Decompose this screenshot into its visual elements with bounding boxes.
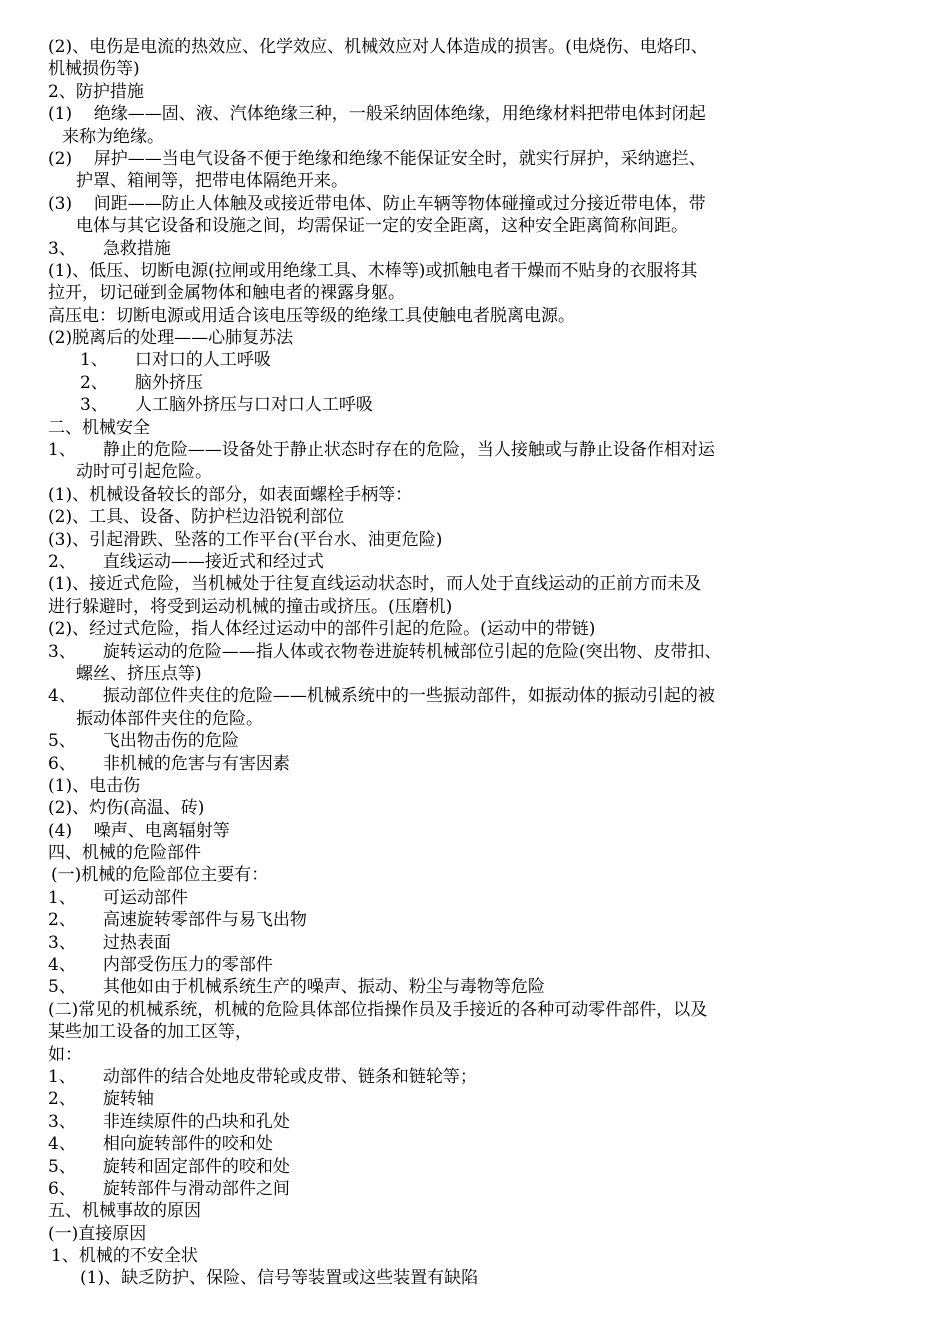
- text-line: 2、防护措施: [48, 81, 144, 102]
- text-line: 1、 口对口的人工呼吸: [80, 350, 271, 371]
- text-line: (2)、灼伤(高温、砖): [48, 798, 205, 819]
- text-line: 5、 旋转和固定部件的咬和处: [48, 1156, 290, 1177]
- text-line: 6、 旋转部件与滑动部件之间: [48, 1178, 290, 1199]
- text-line: 来称为绝缘。: [62, 126, 164, 147]
- text-line: 2、 高速旋转零部件与易飞出物: [48, 910, 307, 931]
- text-line: (2)脱离后的处理——心肺复苏法: [48, 328, 294, 349]
- text-line: 四、机械的危险部件: [48, 843, 201, 864]
- text-line: (4) 噪声、电离辐射等: [48, 820, 230, 841]
- text-line: 2、 脑外挤压: [80, 372, 203, 393]
- text-line: 1、 动部件的结合处地皮带轮或皮带、链条和链轮等；: [48, 1066, 477, 1087]
- text-line: 电体与其它设备和设施之间，均需保证一定的安全距离，这种安全距离简称间距。: [76, 216, 688, 237]
- text-line: (1)、缺乏防护、保险、信号等装置或这些装置有缺陷: [80, 1268, 479, 1289]
- text-line: (1)、机械设备较长的部分，如表面螺栓手柄等：: [48, 484, 413, 505]
- text-line: 6、 非机械的危害与有害因素: [48, 753, 290, 774]
- text-line: (2) 屏护——当电气设备不便于绝缘和绝缘不能保证安全时，就实行屏护，采纳遮拦、: [48, 148, 706, 169]
- text-line: 护罩、箱闸等，把带电体隔绝开来。: [76, 171, 348, 192]
- text-line: 3、 过热表面: [48, 932, 171, 953]
- text-line: (2)、工具、设备、防护栏边沿锐利部位: [48, 507, 345, 528]
- text-line: 4、 相向旋转部件的咬和处: [48, 1134, 273, 1155]
- text-line: 2、 旋转轴: [48, 1089, 154, 1110]
- text-line: 1、 可运动部件: [48, 887, 188, 908]
- text-line: 3、 急救措施: [48, 238, 171, 259]
- text-line: 振动体部件夹住的危险。: [76, 708, 263, 729]
- text-line: 3、 非连续原件的凸块和孔处: [48, 1111, 290, 1132]
- text-line: (1)、电击伤: [48, 775, 141, 796]
- text-line: 机械损伤等): [48, 59, 140, 80]
- text-line: 3、 人工脑外挤压与口对口人工呼吸: [80, 395, 373, 416]
- text-line: 5、 飞出物击伤的危险: [48, 731, 239, 752]
- text-line: 1、 静止的危险——设备处于静止状态时存在的危险，当人接触或与静止设备作相对运: [48, 440, 715, 461]
- text-line: (2)、经过式危险，指人体经过运动中的部件引起的危险。(运动中的带链): [48, 619, 596, 640]
- text-line: 4、 振动部位件夹住的危险——机械系统中的一些振动部件，如振动体的振动引起的被: [48, 686, 715, 707]
- text-line: 4、 内部受伤压力的零部件: [48, 955, 273, 976]
- text-line: 五、机械事故的原因: [48, 1201, 201, 1222]
- text-line: 动时可引起危险。: [76, 462, 212, 483]
- text-line: (二)常见的机械系统，机械的危险具体部位指操作员及手接近的各种可动零件部件，以及: [48, 999, 708, 1020]
- text-line: (1)、低压、切断电源(拉闸或用绝缘工具、木棒等)或抓触电者干燥而不贴身的衣服将其: [48, 260, 698, 281]
- document-page: [48, 36, 928, 1290]
- text-line: 5、 其他如由于机械系统生产的噪声、振动、粉尘与毒物等危险: [48, 977, 545, 998]
- text-line: (2)、电伤是电流的热效应、化学效应、机械效应对人体造成的损害。(电烧伤、电烙印、: [48, 37, 708, 57]
- text-line: 1、机械的不安全状: [51, 1246, 198, 1267]
- text-line: (3) 间距——防止人体触及或接近带电体、防止车辆等物体碰撞或过分接近带电体，带: [48, 193, 706, 214]
- text-line: 如：: [48, 1044, 82, 1065]
- text-line: 高压电：切断电源或用适合该电压等级的绝缘工具使触电者脱离电源。: [48, 305, 575, 326]
- text-line: (1)、接近式危险，当机械处于往复直线运动状态时，而人处于直线运动的正前方而未及: [48, 574, 702, 595]
- text-line: 进行躲避时，将受到运动机械的撞击或挤压。(压磨机): [48, 596, 453, 617]
- text-line: 某些加工设备的加工区等，: [48, 1022, 252, 1043]
- text-line: 3、 旋转运动的危险——指人体或衣物卷进旋转机械部位引起的危险(突出物、皮带扣、: [48, 641, 722, 662]
- text-line: (3)、引起滑跌、坠落的工作平台(平台水、油更危险): [48, 529, 443, 550]
- text-line: 2、 直线运动——接近式和经过式: [48, 551, 324, 572]
- text-line: (一)机械的危险部位主要有：: [51, 865, 269, 886]
- text-line: 螺丝、挤压点等): [76, 663, 202, 684]
- text-line: (一)直接原因: [48, 1223, 147, 1244]
- text-line: 拉开，切记碰到金属物体和触电者的裸露身躯。: [48, 283, 405, 304]
- text-line: 二、机械安全: [48, 417, 150, 438]
- text-line: (1) 绝缘——固、液、汽体绝缘三种，一般采纳固体绝缘，用绝缘材料把带电体封闭起: [48, 104, 706, 125]
